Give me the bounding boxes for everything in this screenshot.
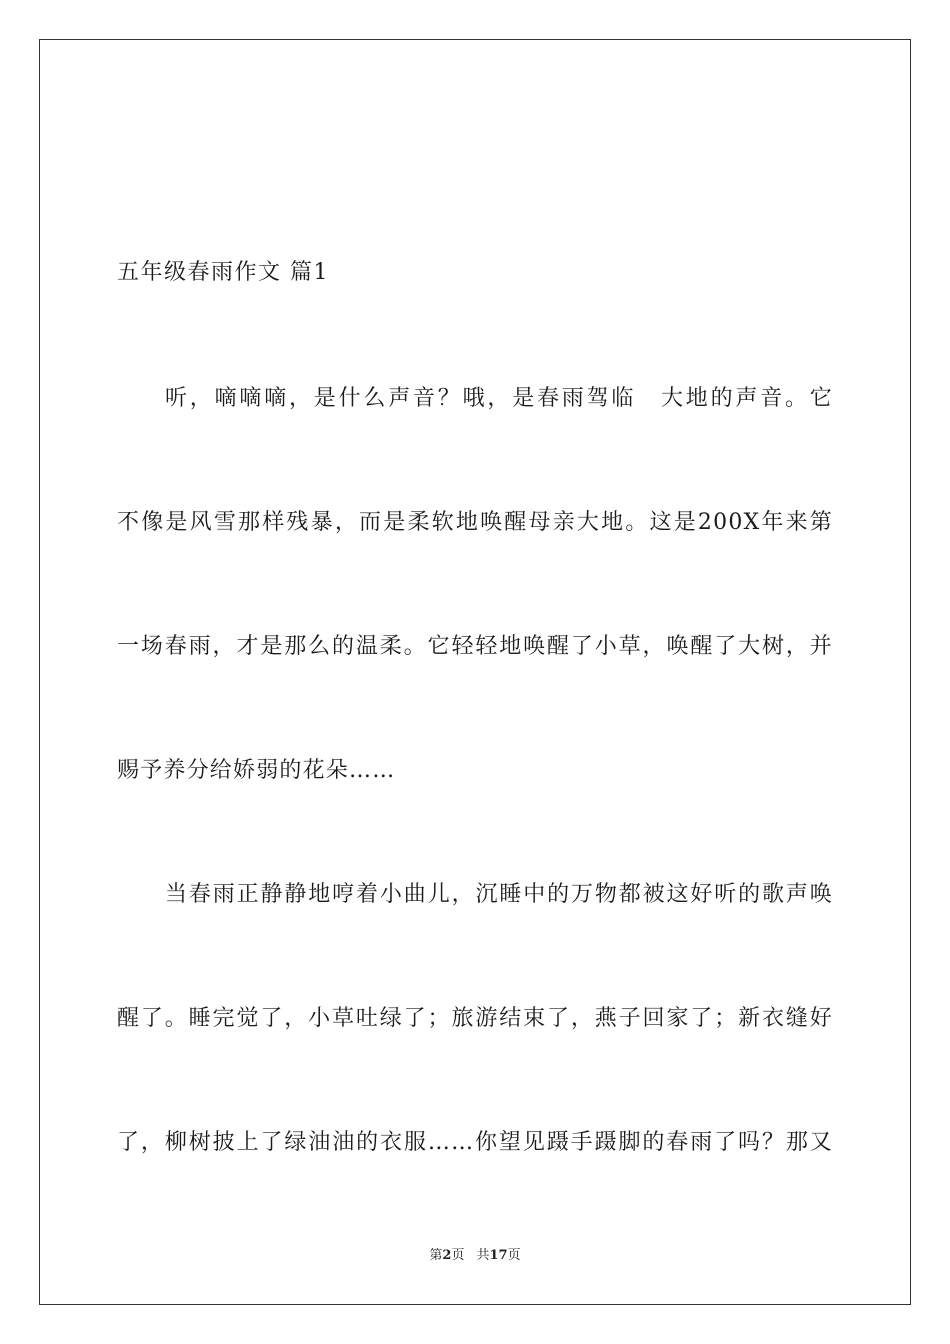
footer-page-suffix: 页 bbox=[451, 1248, 465, 1263]
paragraph-2-line-1: 当春雨正静静地哼着小曲儿，沉睡中的万物都被这好听的歌声唤 bbox=[165, 882, 833, 907]
footer-total-suffix: 页 bbox=[507, 1248, 521, 1263]
footer-page-number: 2 bbox=[442, 1248, 452, 1263]
page-border bbox=[39, 39, 911, 1305]
footer-total-pages: 17 bbox=[489, 1248, 508, 1263]
page-footer bbox=[0, 1247, 950, 1265]
paragraph-2-line-3: 了，柳树披上了绿油油的衣服……你望见蹑手蹑脚的春雨了吗？那又 bbox=[117, 1130, 833, 1155]
footer-total-prefix: 共 bbox=[476, 1248, 490, 1263]
essay-heading: 五年级春雨作文 篇1 bbox=[117, 260, 329, 285]
paragraph-1-line-1: 听，嘀嘀嘀，是什么声音？哦，是春雨驾临 大地的声音。它 bbox=[165, 386, 833, 411]
paragraph-2-line-2: 醒了。睡完觉了，小草吐绿了；旅游结束了，燕子回家了；新衣缝好 bbox=[117, 1006, 833, 1031]
footer-page-prefix: 第 bbox=[429, 1248, 443, 1263]
paragraph-1-line-2: 不像是风雪那样残暴，而是柔软地唤醒母亲大地。这是200X年来第 bbox=[117, 510, 833, 535]
paragraph-1-line-3: 一场春雨，才是那么的温柔。它轻轻地唤醒了小草，唤醒了大树，并 bbox=[117, 634, 833, 659]
paragraph-1-line-4: 赐予养分给娇弱的花朵…… bbox=[117, 758, 396, 783]
